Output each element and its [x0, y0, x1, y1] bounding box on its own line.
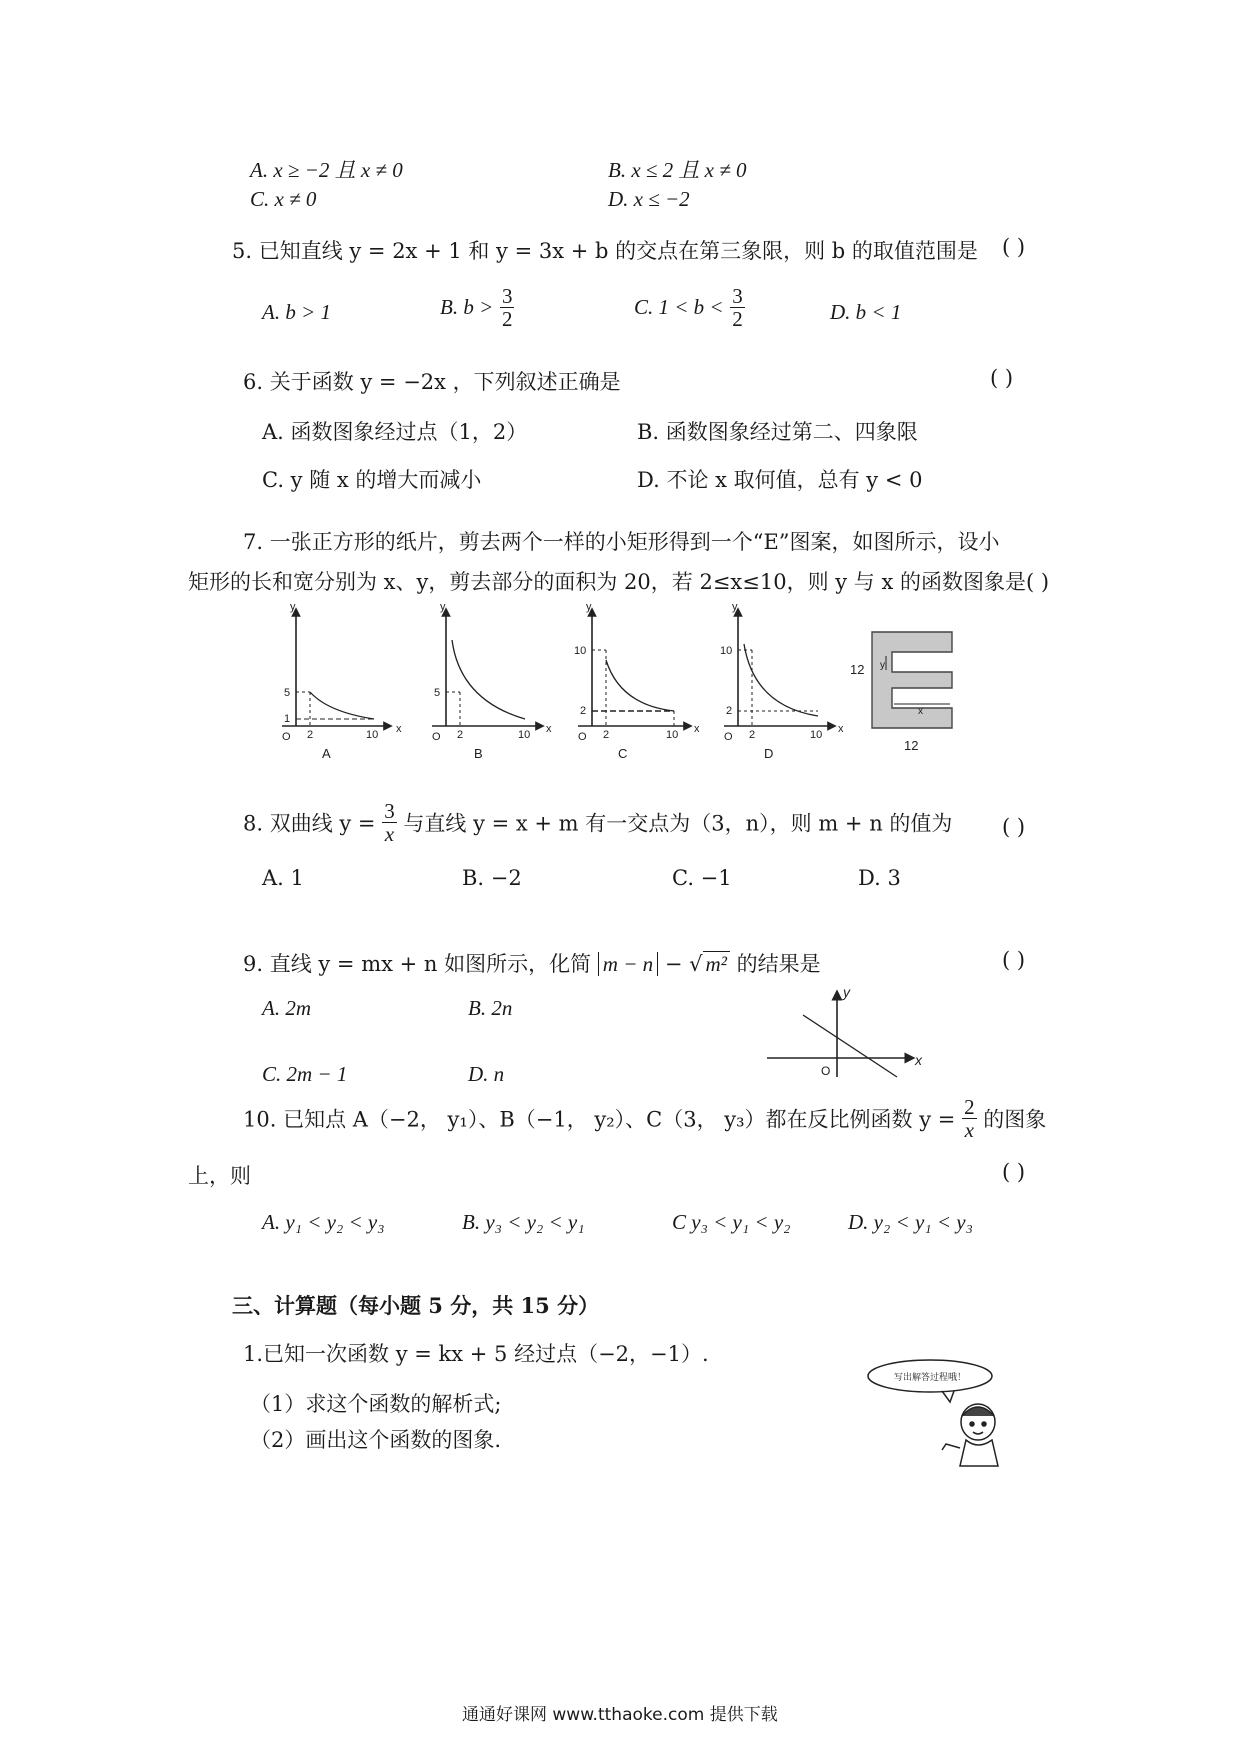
graph-c-tick-10-x: 10 — [666, 729, 679, 741]
fraction-denominator: 2 — [501, 307, 513, 332]
cartoon-teacher-illustration — [850, 1350, 1020, 1470]
e-shape — [872, 632, 952, 728]
q4-option-a: A. x ≥ −2 且 x ≠ 0 — [250, 158, 403, 182]
graph-a-tick-10: 10 — [366, 729, 379, 741]
q9-stem-post: 的结果是 — [736, 952, 821, 976]
q9-option-b: B. 2n — [468, 996, 513, 1020]
q8-fraction — [382, 800, 397, 845]
q6-stem: 6. 关于函数 y = −2x ，下列叙述正确是 — [243, 370, 621, 394]
s3-q1-stem: 1.已知一次函数 y = kx + 5 经过点（−2，−1）. — [243, 1342, 709, 1366]
q5-option-b — [440, 285, 514, 330]
graph-a-origin: O — [282, 731, 291, 743]
graph-c-tick-10: 10 — [574, 645, 587, 657]
section-3-title: 三、计算题（每小题 5 分，共 15 分） — [232, 1293, 600, 1318]
q6-option-b: B. 函数图象经过第二、四象限 — [637, 420, 918, 444]
graph-b-tick-2: 2 — [457, 729, 464, 741]
q9-option-c: C. 2m − 1 — [262, 1062, 348, 1086]
q4-option-b: B. x ≤ 2 且 x ≠ 0 — [608, 158, 747, 182]
q10-stem-line2: 上，则 — [188, 1164, 251, 1188]
q10-option-a: A. y₁ < y₂ < y₃ — [262, 1210, 385, 1234]
q5-option-c-text: C. 1 < b < — [634, 295, 724, 320]
graph-b — [432, 612, 540, 726]
s3-q1-part1: （1）求这个函数的解析式; — [250, 1392, 502, 1416]
graph-a-axis-x: x — [396, 723, 402, 735]
q9-graph-axis-x: x — [915, 1052, 922, 1068]
q5-option-c-fraction — [730, 285, 745, 330]
s3-q1-part2: （2）画出这个函数的图象. — [250, 1428, 502, 1452]
q10-option-b: B. y₃ < y₂ < y₁ — [462, 1210, 585, 1234]
q7-graphs-figure — [270, 600, 980, 760]
q7-stem-line1: 7. 一张正方形的纸片，剪去两个一样的小矩形得到一个“E”图案，如图所示，设小 — [243, 530, 1000, 554]
q7-stem-line2: 矩形的长和宽分别为 x、y，剪去部分的面积为 20，若 2≤x≤10，则 y 与 x 的函数图象是( ) — [188, 570, 1050, 594]
graph-a-axis-y: y — [290, 601, 296, 613]
fraction-denominator: x — [964, 1118, 974, 1143]
graph-d — [724, 612, 832, 726]
graph-a — [282, 612, 388, 726]
e-shape-label-y: y — [880, 660, 885, 671]
q5-option-a: A. b > 1 — [262, 300, 331, 324]
q10-option-d: D. y₂ < y₁ < y₃ — [848, 1210, 973, 1234]
graph-d-tick-10-x: 10 — [810, 729, 823, 741]
graph-a-tick-5: 5 — [284, 687, 291, 699]
q9-minus-sign: − — [664, 952, 683, 976]
graph-c-origin: O — [578, 731, 587, 743]
e-shape-label-width: 12 — [904, 738, 919, 753]
q8-option-a: A. 1 — [262, 866, 304, 890]
q9-option-d: D. n — [468, 1062, 505, 1086]
q9-absolute-value: m − n — [598, 952, 658, 976]
q8-option-b: B. −2 — [462, 866, 522, 890]
q5-option-b-fraction — [500, 285, 515, 330]
fraction-denominator: 2 — [732, 307, 743, 332]
graph-b-tick-10: 10 — [518, 729, 531, 741]
q4-option-d: D. x ≤ −2 — [608, 187, 690, 211]
graph-d-axis-y: y — [732, 601, 738, 613]
q9-stem — [243, 948, 821, 978]
q9-option-a: A. 2m — [262, 996, 311, 1020]
q9-stem-pre: 9. 直线 y = mx + n 如图所示，化简 — [243, 952, 592, 976]
e-shape-label-x: x — [918, 706, 923, 717]
q9-graph-axis-y: y — [843, 985, 850, 1000]
q9-sqrt-radicand: m² — [703, 951, 730, 976]
graph-b-tick-5: 5 — [434, 687, 441, 699]
graph-b-axis-y: y — [440, 601, 446, 613]
q6-option-a: A. 函数图象经过点（1，2） — [262, 420, 528, 444]
graph-c-label: C — [618, 746, 628, 760]
graph-a-label: A — [322, 746, 331, 760]
graph-d-origin: O — [724, 731, 733, 743]
q5-answer-bracket: ( ) — [1002, 235, 1026, 259]
q6-option-d: D. 不论 x 取何值，总有 y < 0 — [637, 468, 923, 492]
fraction-numerator: 3 — [732, 284, 743, 308]
graph-d-tick-2-y: 2 — [726, 705, 733, 717]
q8-stem-post: 与直线 y = x + m 有一交点为（3，n），则 m + n 的值为 — [403, 811, 953, 836]
fraction-denominator: x — [384, 822, 395, 847]
q10-stem — [243, 1096, 1046, 1141]
q10-stem-post: 的图象 — [983, 1107, 1047, 1132]
graph-d-tick-10: 10 — [720, 645, 733, 657]
q10-stem-pre: 10. 已知点 A（−2， y₁）、B（−1， y₂）、C（3， y₃）都在反比例函数 y = — [243, 1107, 956, 1132]
graph-c-axis-x: x — [694, 723, 700, 735]
graph-c — [578, 612, 688, 726]
q6-answer-bracket: ( ) — [990, 366, 1014, 390]
q8-answer-bracket: ( ) — [1002, 815, 1026, 839]
fraction-numerator: 3 — [501, 284, 513, 308]
graph-b-axis-x: x — [546, 723, 552, 735]
q10-fraction — [962, 1096, 977, 1141]
graph-b-label: B — [474, 746, 483, 760]
page-footer: 通通好课网 www.tthaoke.com 提供下载 — [462, 1705, 778, 1725]
q5-option-b-text: B. b > — [440, 295, 494, 320]
graph-d-tick-2-x: 2 — [749, 729, 756, 741]
q10-answer-bracket: ( ) — [1002, 1160, 1026, 1184]
graph-d-label: D — [764, 746, 774, 760]
fraction-numerator: 2 — [964, 1095, 975, 1119]
q9-line-graph — [765, 985, 935, 1080]
q6-option-c: C. y 随 x 的增大而减小 — [262, 468, 482, 492]
graph-d-axis-x: x — [838, 723, 844, 735]
q9-graph-origin: O — [821, 1064, 831, 1078]
q4-option-c: C. x ≠ 0 — [250, 187, 317, 211]
q8-stem-pre: 8. 双曲线 y = — [243, 811, 376, 836]
q5-option-c — [634, 285, 745, 330]
q9-sqrt: √ m² — [689, 952, 730, 977]
fraction-numerator: 3 — [384, 799, 395, 823]
q8-option-c: C. −1 — [672, 866, 732, 890]
q8-option-d: D. 3 — [858, 866, 901, 890]
graph-a-tick-1: 1 — [284, 713, 291, 725]
graph-c-axis-y: y — [586, 601, 592, 613]
speech-bubble-text: 写出解答过程哦！ — [893, 1372, 967, 1382]
q9-answer-bracket: ( ) — [1002, 948, 1026, 972]
q10-option-c: C y₃ < y₁ < y₂ — [672, 1210, 791, 1234]
graph-c-tick-2-y: 2 — [580, 705, 587, 717]
q5-option-d: D. b < 1 — [830, 300, 902, 324]
graph-b-origin: O — [432, 731, 441, 743]
q5-stem: 5. 已知直线 y = 2x + 1 和 y = 3x + b 的交点在第三象限，则 b 的取值范围是 — [232, 239, 978, 263]
e-shape-label-height: 12 — [850, 662, 865, 677]
graph-c-tick-2-x: 2 — [603, 729, 610, 741]
graph-a-tick-2: 2 — [307, 729, 314, 741]
q8-stem — [243, 800, 952, 845]
